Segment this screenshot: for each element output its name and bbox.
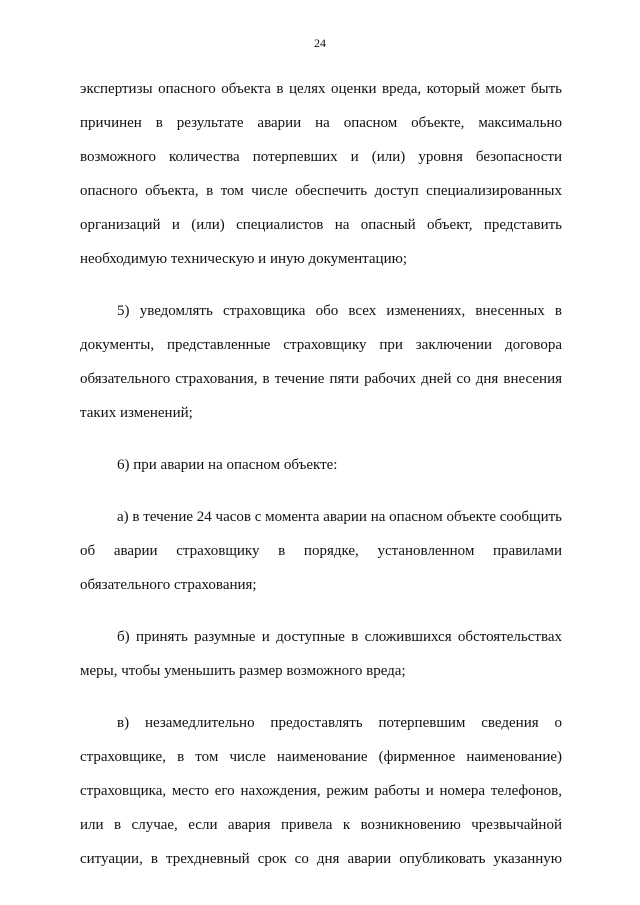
text-line: 6) при аварии на опасном объекте: bbox=[117, 457, 338, 473]
text-line: экспертизы опасного объекта в целях оценки вреда, который может быть bbox=[80, 81, 562, 97]
paragraph-subitem-b bbox=[80, 620, 562, 688]
text-line: таких изменений; bbox=[80, 405, 193, 421]
document-body bbox=[80, 72, 562, 876]
text-line: а) в течение 24 часов с момента аварии на опасном объекте сообщить bbox=[117, 509, 562, 525]
text-line: в) незамедлительно предоставлять потерпевшим сведения о bbox=[117, 715, 562, 731]
paragraph-item-5 bbox=[80, 294, 562, 430]
text-line: обязательного страхования, в течение пяти рабочих дней со дня внесения bbox=[80, 371, 562, 387]
page-number: 24 bbox=[314, 36, 326, 50]
paragraph-item-6 bbox=[80, 448, 562, 482]
text-line: 5) уведомлять страховщика обо всех изменениях, внесенных в bbox=[117, 303, 562, 319]
text-line: обязательного страхования; bbox=[80, 577, 257, 593]
text-line: страховщике, в том числе наименование (фирменное наименование) bbox=[80, 749, 562, 765]
paragraph-continuation bbox=[80, 72, 562, 276]
text-line: б) принять разумные и доступные в сложившихся обстоятельствах bbox=[117, 629, 562, 645]
paragraph-subitem-a bbox=[80, 500, 562, 602]
text-line: ситуации, в трехдневный срок со дня аварии опубликовать указанную bbox=[80, 851, 562, 867]
text-line: меры, чтобы уменьшить размер возможного вреда; bbox=[80, 663, 406, 679]
text-line: или в случае, если авария привела к возникновению чрезвычайной bbox=[80, 817, 562, 833]
text-line: причинен в результате аварии на опасном объекте, максимально bbox=[80, 115, 562, 131]
text-line: необходимую техническую и иную документацию; bbox=[80, 251, 407, 267]
text-line: об аварии страховщику в порядке, установленном правилами bbox=[80, 543, 562, 559]
text-line: организаций и (или) специалистов на опасный объект, представить bbox=[80, 217, 562, 233]
text-line: страховщика, место его нахождения, режим работы и номера телефонов, bbox=[80, 783, 562, 799]
paragraph-subitem-v bbox=[80, 706, 562, 876]
text-line: возможного количества потерпевших и (или) уровня безопасности bbox=[80, 149, 562, 165]
text-line: опасного объекта, в том числе обеспечить доступ специализированных bbox=[80, 183, 562, 199]
text-line: документы, представленные страховщику при заключении договора bbox=[80, 337, 562, 353]
